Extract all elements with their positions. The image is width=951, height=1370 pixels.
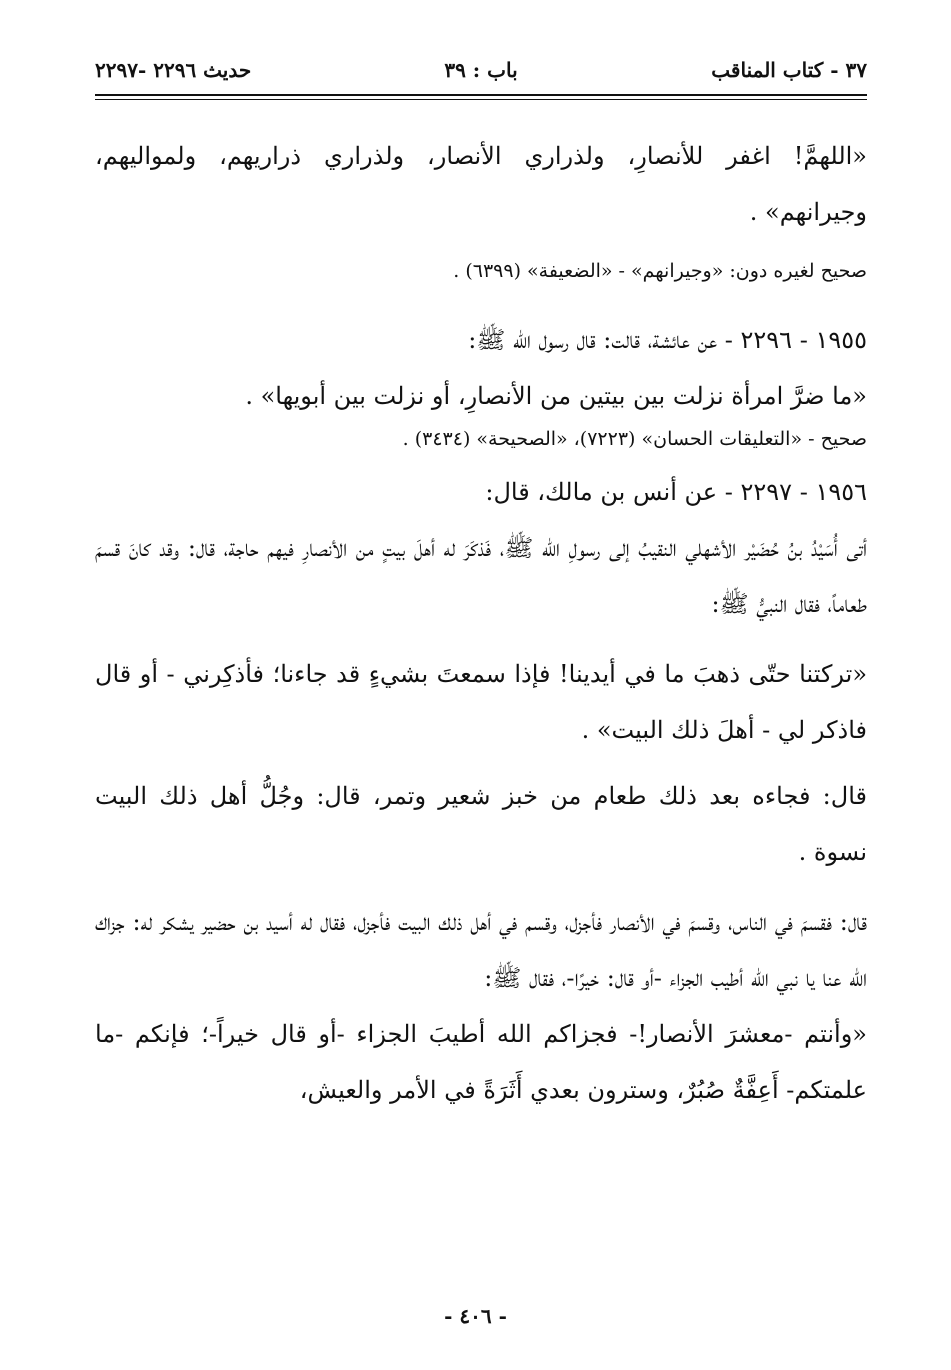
hadith-range: حديث ٢٢٩٦ -٢٢٩٧ [95,58,252,82]
hadith-number-line: ١٩٥٦ - ٢٢٩٧ - عن أنس بن مالك، قال: [485,478,867,506]
page-number: - ٤٠٦ - [444,1304,507,1328]
hadith-text: «اللهمَّ! اغفر للأنصارِ، ولذراري الأنصار، ولذراري ذراريهم، ولمواليهم، وجيرانهم» . [95,142,867,226]
page-body [95,128,867,1118]
narration-text: قال: فجاءه بعد ذلك طعام من خبز شعير وتمر، قال: وجُلُّ أهل ذلك البيت نسوة . [95,782,867,866]
grading-note: صحيح لغيره دون: «وجيرانهم» - «الضعيفة» (٦٣٩٩) . [453,260,867,282]
page-header [95,56,867,92]
header-rule [95,94,867,96]
hadith-text: «وأنتم -معشرَ الأنصار!- فجزاكم الله أطيبَ الجزاء -أو قال خيراً-؛ فإنكم -ما علمتكم- أَعِفَّةٌ صُبُرٌ، وسترون بعدي أَثَرَةً في الأمر والعيش، [95,1020,867,1104]
hadith-number-line: ١٩٥٥ - ٢٢٩٦ - عن عائشة، قالت: قال رسول الله ﷺ: [468,326,867,354]
section-title: باب : ٣٩ [444,58,518,82]
narration-text: قال: فقسمَ في الناس، وقسمَ في الأنصار فأجزل، وقسم في أهل ذلك البيت فأجزل، فقال له أسيد بن حضير يشكر له: جزاك الله عنا يا نبي الله أطيب الجزاء -أو قال: خيرًا-، فقال ﷺ: [95,908,867,992]
hadith-text: «ما ضرَّ امرأة نزلت بين بيتين من الأنصارِ، أو نزلت بين أبويها» . [245,382,867,410]
narration-text: أتى أُسَيْدُ بنُ حُضَيْر الأشهلي النقيبُ إلى رسولِ الله ﷺ، فَذكَرَ له أهلَ بيتٍ من الأنصارِ فيهم حاجة، قال: وقد كانَ قسمَ طعاماً، فقال النبيُّ ﷺ: [95,534,867,618]
book-chapter-title: ٣٧ - كتاب المناقب [711,58,867,82]
grading-note: صحيح - «التعليقات الحسان» (٧٢٢٣)، «الصحيحة» (٣٤٣٤) . [402,428,867,450]
hadith-text: «تركتنا حتّى ذهبَ ما في أيدينا! فإذا سمعتَ بشيءٍ قد جاءنا؛ فأذكِرني - أو قال فاذكر لي - أهلَ ذلك البيت» . [95,660,867,744]
header-rule-thin [95,99,867,100]
